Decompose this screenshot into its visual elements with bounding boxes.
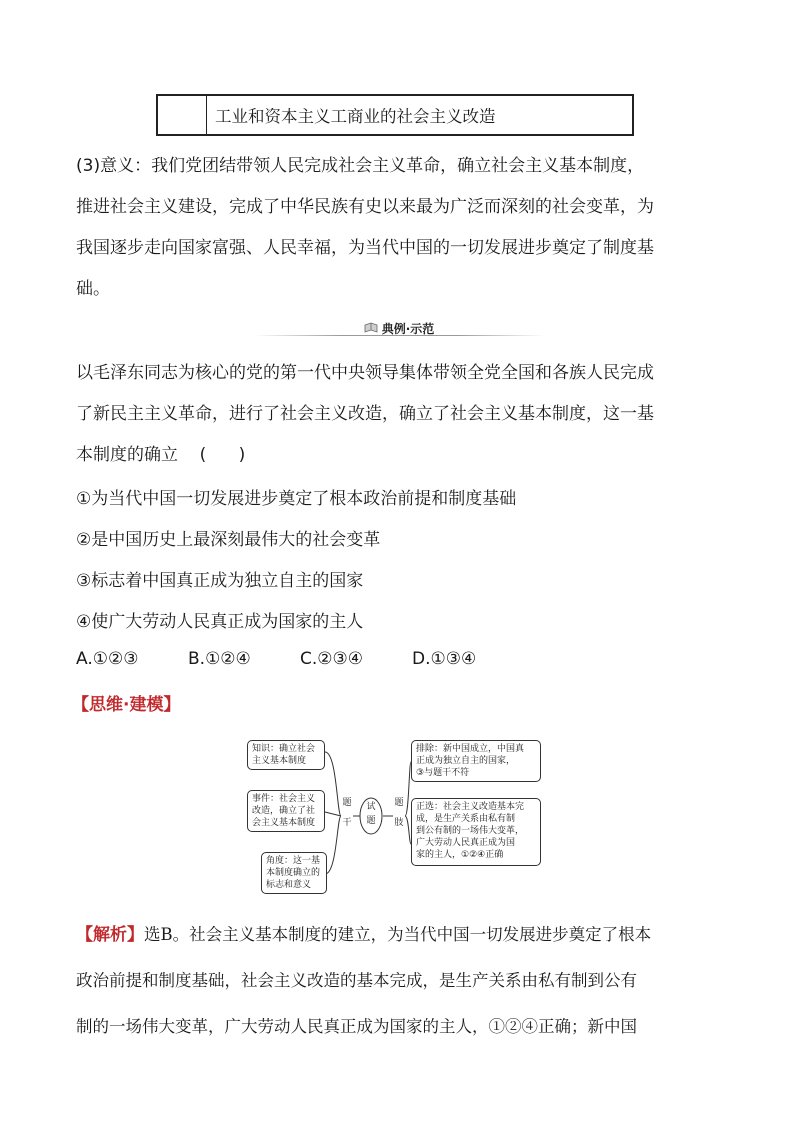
center-char: 试 [366,802,376,812]
section-header [254,318,544,338]
question-line: 本制度的确立 ( ) [76,445,246,465]
table-row [156,94,634,136]
center-char: 题 [366,816,376,826]
section-header-label: 典例·示范 [381,321,435,336]
book-icon [364,322,378,334]
thinking-label: 【思维·建模】 [72,695,181,715]
analysis-line: 制的一场伟大变革，广大劳动人民真正成为国家的主人，①②④正确；新中国 [76,1017,637,1036]
box-line: 到公有制的一场伟大变革， [416,826,525,836]
statement-1: ①为当代中国一切发展进步奠定了根本政治前提和制度基础 [76,489,517,509]
box-line: 排除：新中国成立，中国真 [416,744,525,754]
box-line: 事件：社会主义 [252,794,316,804]
box-line: 主义基本制度 [252,756,307,766]
option-b[interactable]: B.①②④ [188,649,251,669]
significance-line: 我国逐步走向国家富强、人民幸福，为当代中国的一切发展进步奠定了制度基 [76,238,654,258]
mind-map-center-label [365,800,377,828]
box-line: 标志和意义 [266,880,312,890]
stem-char: 干 [342,818,352,828]
mind-map-exclude-box [411,740,541,782]
mind-map-angle-box [261,852,327,894]
question-line: 了新民主主义革命，进行了社会主义改造，确立了社会主义基本制度，这一基 [76,404,654,424]
mind-map [233,734,553,899]
table-cell-text: 工业和资本主义工商业的社会主义改造 [215,107,496,126]
mind-map-stem-label [341,796,353,830]
stem-char: 题 [342,798,352,808]
box-line: 正选：社会主义改造基本完 [416,802,525,812]
stem-char: 肢 [394,818,404,828]
analysis-paragraph [76,912,726,1050]
statement-2: ②是中国历史上最深刻最伟大的社会变革 [76,530,381,550]
options-row [76,649,476,669]
box-line: ③与题干不符 [416,768,470,778]
option-c[interactable]: C.②③④ [300,649,363,669]
analysis-line-1 [76,912,726,958]
analysis-text: 选B。社会主义基本制度的建立，为当代中国一切发展进步奠定了根本 [144,925,652,944]
section-divider [254,335,544,336]
mind-map-options-label [393,796,405,830]
significance-line: (3)意义：我们党团结带领人民完成社会主义革命，确立社会主义基本制度， [76,156,645,176]
box-line: 广大劳动人民真正成为国 [416,838,516,848]
analysis-label: 【解析】 [76,925,144,945]
box-line: 改造，确立了社 [252,806,316,816]
mind-map-correct-box [411,798,541,866]
mind-map-knowledge-box [247,740,325,770]
table-cell-empty [158,96,207,134]
box-line: 知识：确立社会 [252,744,316,754]
box-line: 本制度确立的 [266,868,321,878]
significance-line: 推进社会主义建设，完成了中华民族有史以来最为广泛而深刻的社会变革，为 [76,197,654,217]
stem-char: 题 [394,798,404,808]
significance-paragraph [76,146,726,310]
statement-3: ③标志着中国真正成为独立自主的国家 [76,571,364,591]
box-line: 会主义基本制度 [252,818,316,828]
significance-line: 础。 [76,279,110,299]
analysis-line: 政治前提和制度基础，社会主义改造的基本完成，是生产关系由私有制到公有 [76,971,637,990]
box-line: 正成为独立自主的国家， [416,756,516,766]
option-d[interactable]: D.①③④ [412,649,477,669]
box-line: 成，是生产关系由私有制 [416,814,516,824]
mind-map-event-box [247,790,325,832]
box-line: 角度：这一基 [266,856,321,866]
box-line: 家的主人，①②④正确 [416,850,504,860]
option-a[interactable]: A.①②③ [76,649,139,669]
statement-4: ④使广大劳动人民真正成为国家的主人 [76,612,364,632]
question-line: 以毛泽东同志为核心的党的第一代中央领导集体带领全党全国和各族人民完成 [76,363,654,383]
